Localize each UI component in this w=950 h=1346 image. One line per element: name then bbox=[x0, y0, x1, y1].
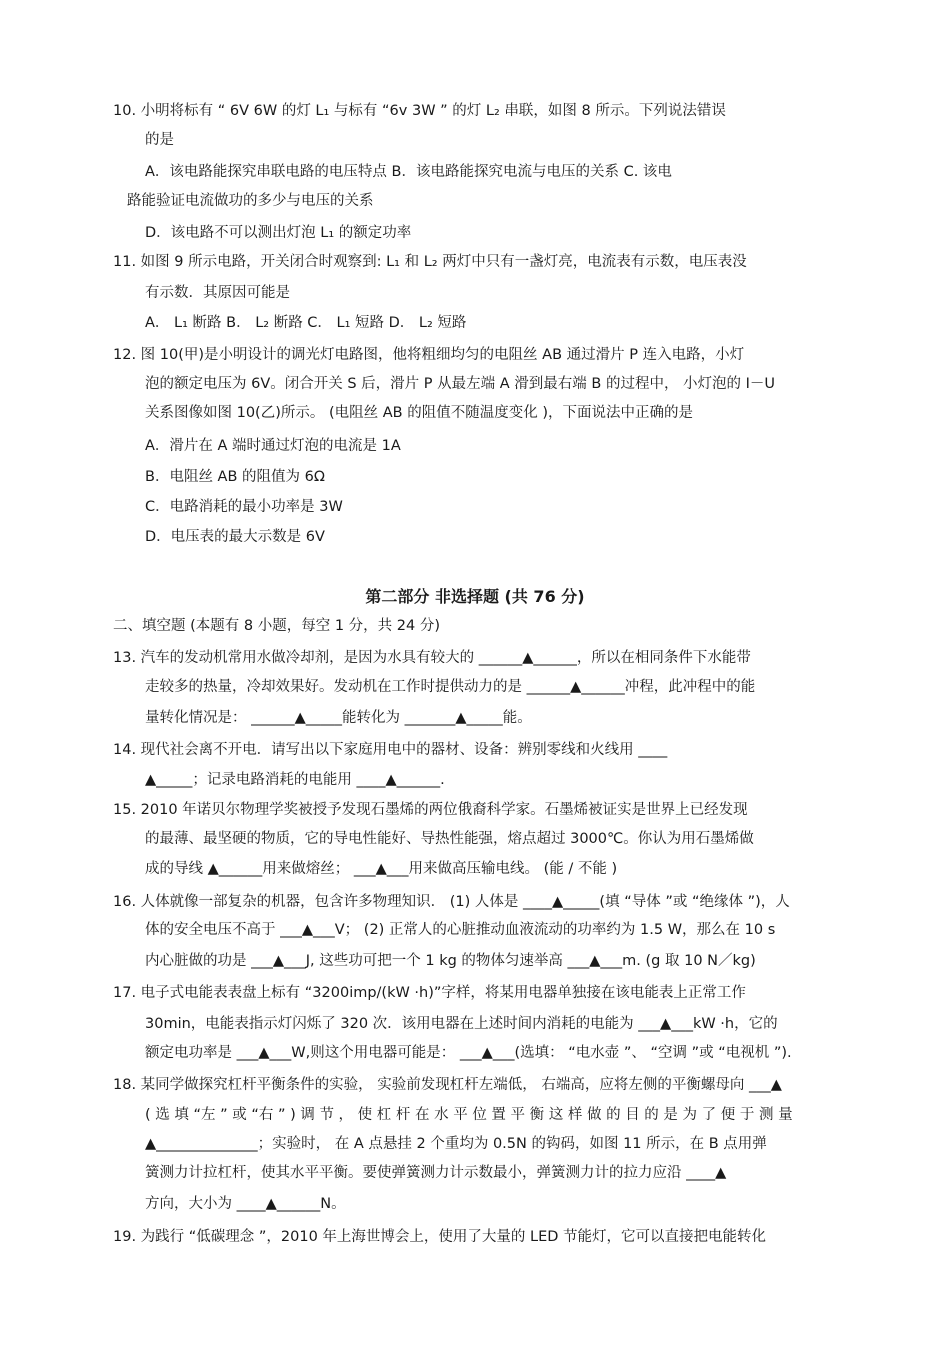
q13-line3: 量转化情况是： ______▲_____能转化为 _______▲_____能。 bbox=[145, 710, 532, 726]
q16-line1: 16. 人体就像一部复杂的机器，包含许多物理知识． (1) 人体是 ____▲_____(填 “导体 ”或 “绝缘体 ”)，人 bbox=[113, 894, 790, 910]
q14-line2: ▲_____；记录电路消耗的电能用 ____▲______. bbox=[145, 772, 445, 788]
q12-option-c: C．电路消耗的最小功率是 3W bbox=[145, 499, 343, 515]
q11-stem-line1: 11. 如图 9 所示电路，开关闭合时观察到: L₁ 和 L₂ 两灯中只有一盏灯亮，电流表有示数，电压表没 bbox=[113, 254, 747, 270]
q15-line2: 的最薄、最坚硬的物质，它的导电性能好、导热性能强，熔点超过 3000℃。你认为用石墨烯做 bbox=[145, 831, 754, 847]
q15-line3: 成的导线 ▲______用来做熔丝； ___▲___用来做高压输电线。 (能 / 不能 ) bbox=[145, 861, 618, 877]
q14-line1: 14. 现代社会离不开电．请写出以下家庭用电中的器材、设备：辨别零线和火线用 ____ bbox=[113, 742, 668, 758]
q19-line1: 19. 为践行 “低碳理念 ”，2010 年上海世博会上，使用了大量的 LED 节能灯，它可以直接把电能转化 bbox=[113, 1229, 767, 1245]
q17-line3: 额定电功率是 ___▲___W,则这个用电器可能是： ___▲___(选填： “电水壶 ”、 “空调 ”或 “电视机 ”). bbox=[145, 1045, 792, 1061]
q13-line2: 走较多的热量，冷却效果好。发动机在工作时提供动力的是 ______▲______冲程，此冲程中的能 bbox=[145, 679, 756, 695]
q11-stem-line2: 有示数．其原因可能是 bbox=[145, 285, 290, 301]
q10-stem-line2: 的是 bbox=[145, 132, 174, 148]
q16-line2: 体的安全电压不高于 ___▲___V； (2) 正常人的心脏推动血液流动的功率约为 1.5 W，那么在 10 s bbox=[145, 922, 776, 938]
q16-line3: 内心脏做的功是 ___▲___J, 这些功可把一个 1 kg 的物体匀速举高 ___▲___m. (g 取 10 N／kg) bbox=[145, 953, 756, 969]
q12-stem-line2: 泡的额定电压为 6V。闭合开关 S 后，滑片 P 从最左端 A 滑到最右端 B 的过程中， 小灯泡的 I－U bbox=[145, 376, 776, 392]
q15-line1: 15. 2010 年诺贝尔物理学奖被授予发现石墨烯的两位俄裔科学家。石墨烯被证实是世界上已经发现 bbox=[113, 802, 748, 818]
q12-option-a: A．滑片在 A 端时通过灯泡的电流是 1A bbox=[145, 438, 401, 454]
section-subtitle: 二、填空题 (本题有 8 小题，每空 1 分，共 24 分) bbox=[113, 618, 440, 634]
q10-option-c-continued: 路能验证电流做功的多少与电压的关系 bbox=[127, 193, 374, 209]
q10-stem-line1: 10. 小明将标有 “ 6V 6W 的灯 L₁ 与标有 “6v 3W ” 的灯 L₂ 串联，如图 8 所示。下列说法错误 bbox=[113, 103, 726, 119]
q18-line1: 18. 某同学做探究杠杆平衡条件的实验， 实验前发现杠杆左端低， 右端高，应将左侧的平衡螺母向 ___▲ bbox=[113, 1077, 782, 1093]
q18-line2: ( 选 填 “左 ” 或 “右 ” ) 调 节 ， 使 杠 杆 在 水 平 位 置 平 衡 这 样 做 的 目 的 是 为 了 便 于 测 量 bbox=[145, 1107, 793, 1123]
q12-option-d: D．电压表的最大示数是 6V bbox=[145, 529, 325, 545]
q18-line3: ▲______________；实验时， 在 A 点悬挂 2 个重均为 0.5N 的钩码，如图 11 所示，在 B 点用弹 bbox=[145, 1136, 767, 1152]
q17-line1: 17. 电子式电能表表盘上标有 “3200imp/(kW ·h)”字样，将某用电器单独接在该电能表上正常工作 bbox=[113, 985, 746, 1001]
section-title: 第二部分 非选择题 (共 76 分) bbox=[365, 587, 585, 606]
q17-line2: 30min，电能表指示灯闪烁了 320 次．该用电器在上述时间内消耗的电能为 ___▲___kW ·h，它的 bbox=[145, 1016, 778, 1032]
q12-stem-line1: 12. 图 10(甲)是小明设计的调光灯电路图，他将粗细均匀的电阻丝 AB 通过滑片 P 连入电路，小灯 bbox=[113, 347, 745, 363]
q12-option-b: B．电阻丝 AB 的阻值为 6Ω bbox=[145, 469, 325, 485]
q13-line1: 13. 汽车的发动机常用水做冷却剂，是因为水具有较大的 ______▲______，所以在相同条件下水能带 bbox=[113, 650, 751, 666]
q11-options: A． L₁ 断路 B． L₂ 断路 C． L₁ 短路 D． L₂ 短路 bbox=[145, 315, 467, 331]
q12-stem-line3: 关系图像如图 10(乙)所示。 (电阻丝 AB 的阻值不随温度变化 )，下面说法中正确的是 bbox=[145, 405, 693, 421]
q18-line5: 方向，大小为 ____▲______N。 bbox=[145, 1196, 346, 1212]
q18-line4: 簧测力计拉杠杆，使其水平平衡。要使弹簧测力计示数最小，弹簧测力计的拉力应沿 ____▲ bbox=[145, 1165, 727, 1181]
q10-option-d: D．该电路不可以测出灯泡 L₁ 的额定功率 bbox=[145, 225, 412, 241]
q10-options-ab: A．该电路能探究串联电路的电压特点 B．该电路能探究电流与电压的关系 C. 该电 bbox=[145, 164, 672, 180]
